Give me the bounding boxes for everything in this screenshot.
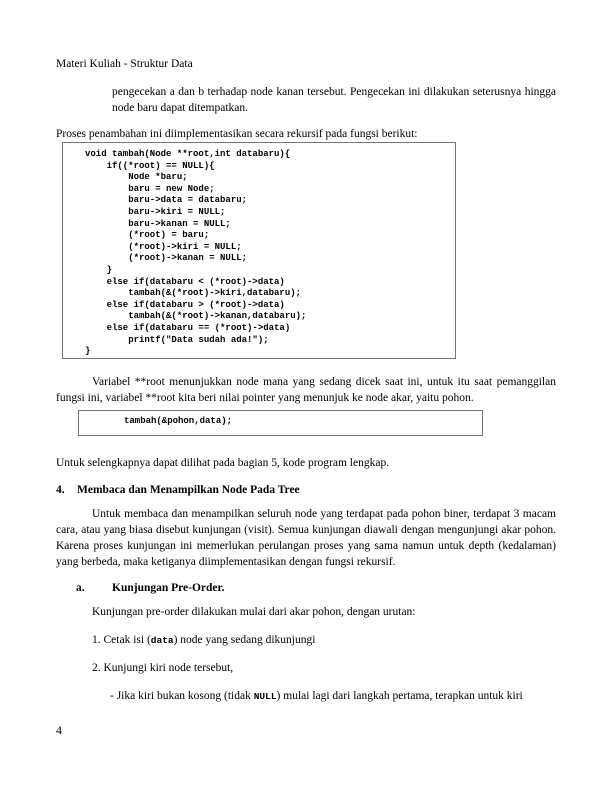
step-1-code: data — [150, 635, 174, 646]
preorder-step-2a — [110, 688, 560, 705]
preorder-step-1 — [92, 632, 562, 649]
code-line: printf("Data sudah ada!"); — [85, 334, 269, 345]
code-line: else if(databaru == (*root)->data) — [85, 322, 291, 333]
step-1-prefix: 1. Cetak isi ( — [92, 634, 151, 646]
code-line: else if(databaru > (*root)->data) — [85, 299, 285, 310]
code-line: tambah(&(*root)->kiri,databaru); — [85, 288, 302, 299]
code-line: } — [85, 346, 91, 357]
code-line: (*root)->kiri = NULL; — [85, 241, 242, 252]
step-2a-code: NULL — [253, 691, 277, 702]
complete-reference: Untuk selengkapnya dapat dilihat pada bagian 5, kode program lengkap. — [56, 457, 390, 469]
code-line: else if(databaru < (*root)->data) — [85, 276, 285, 287]
preorder-intro: Kunjungan pre-order dilakukan mulai dari akar pohon, dengan urutan: — [92, 606, 416, 618]
step-1-suffix: ) node yang sedang dikunjungi — [173, 634, 316, 646]
code-block-call — [78, 410, 483, 436]
running-header: Materi Kuliah - Struktur Data — [56, 58, 193, 70]
code-line: } — [85, 264, 113, 275]
recursive-note: Proses penambahan ini diimplementasikan secara rekursif pada fungsi berikut: — [56, 128, 418, 140]
code-line: (*root) = baru; — [85, 230, 210, 241]
subsection-a-title: Kunjungan Pre-Order. — [112, 582, 225, 594]
code-line: baru->kiri = NULL; — [85, 206, 226, 217]
code-line: Node *baru; — [85, 172, 188, 183]
continuation-paragraph: pengecekan a dan b terhadap node kanan tersebut. Pengecekan ini dilakukan seterusnya hingga node baru dapat ditempatkan. — [112, 86, 556, 114]
variable-note: Variabel **root menunjukkan node mana yang sedang dicek saat ini, untuk itu saat pemanggilan fungsi ini, variabel **root kita beri nilai pointer yang menunjuk ke node akar, yaitu pohon. — [56, 376, 556, 404]
code-call-line: tambah(&pohon,data); — [124, 416, 233, 426]
code-line: tambah(&(*root)->kanan,databaru); — [85, 311, 307, 322]
code-line: if((*root) == NULL){ — [85, 160, 215, 171]
section-4-number: 4. — [56, 484, 65, 496]
step-2a-suffix: ) mulai lagi dari langkah pertama, terapkan untuk kiri — [276, 690, 523, 702]
code-block-tambah — [62, 142, 456, 359]
preorder-step-2: 2. Kunjungi kiri node tersebut, — [92, 662, 234, 674]
page-number: 4 — [56, 723, 62, 737]
code-line: baru->kanan = NULL; — [85, 218, 231, 229]
code-line: void tambah(Node **root,int databaru){ — [85, 149, 291, 159]
code-line: baru = new Node; — [85, 183, 215, 194]
step-2a-prefix: - Jika kiri bukan kosong (tidak — [110, 690, 254, 702]
subsection-a-letter: a. — [76, 582, 85, 594]
code-line: baru->data = databaru; — [85, 195, 248, 206]
section-4-body: Untuk membaca dan menampilkan seluruh node yang terdapat pada pohon biner, terdapat 3 macam cara, atau yang biasa disebut kunjungan (visit). Semua kunjungan diawali dengan mengunjungi akar pohon. Karena proses kunjungan ini memerlukan perulangan proses yang sama namun untuk depth (kedalaman) yang berbeda, maka ketiganya diimplementasikan dengan fungsi rekursif. — [56, 508, 556, 568]
code-line: (*root)->kanan = NULL; — [85, 253, 248, 264]
section-4-title: Membaca dan Menampilkan Node Pada Tree — [77, 484, 300, 496]
code-listing — [85, 149, 306, 358]
